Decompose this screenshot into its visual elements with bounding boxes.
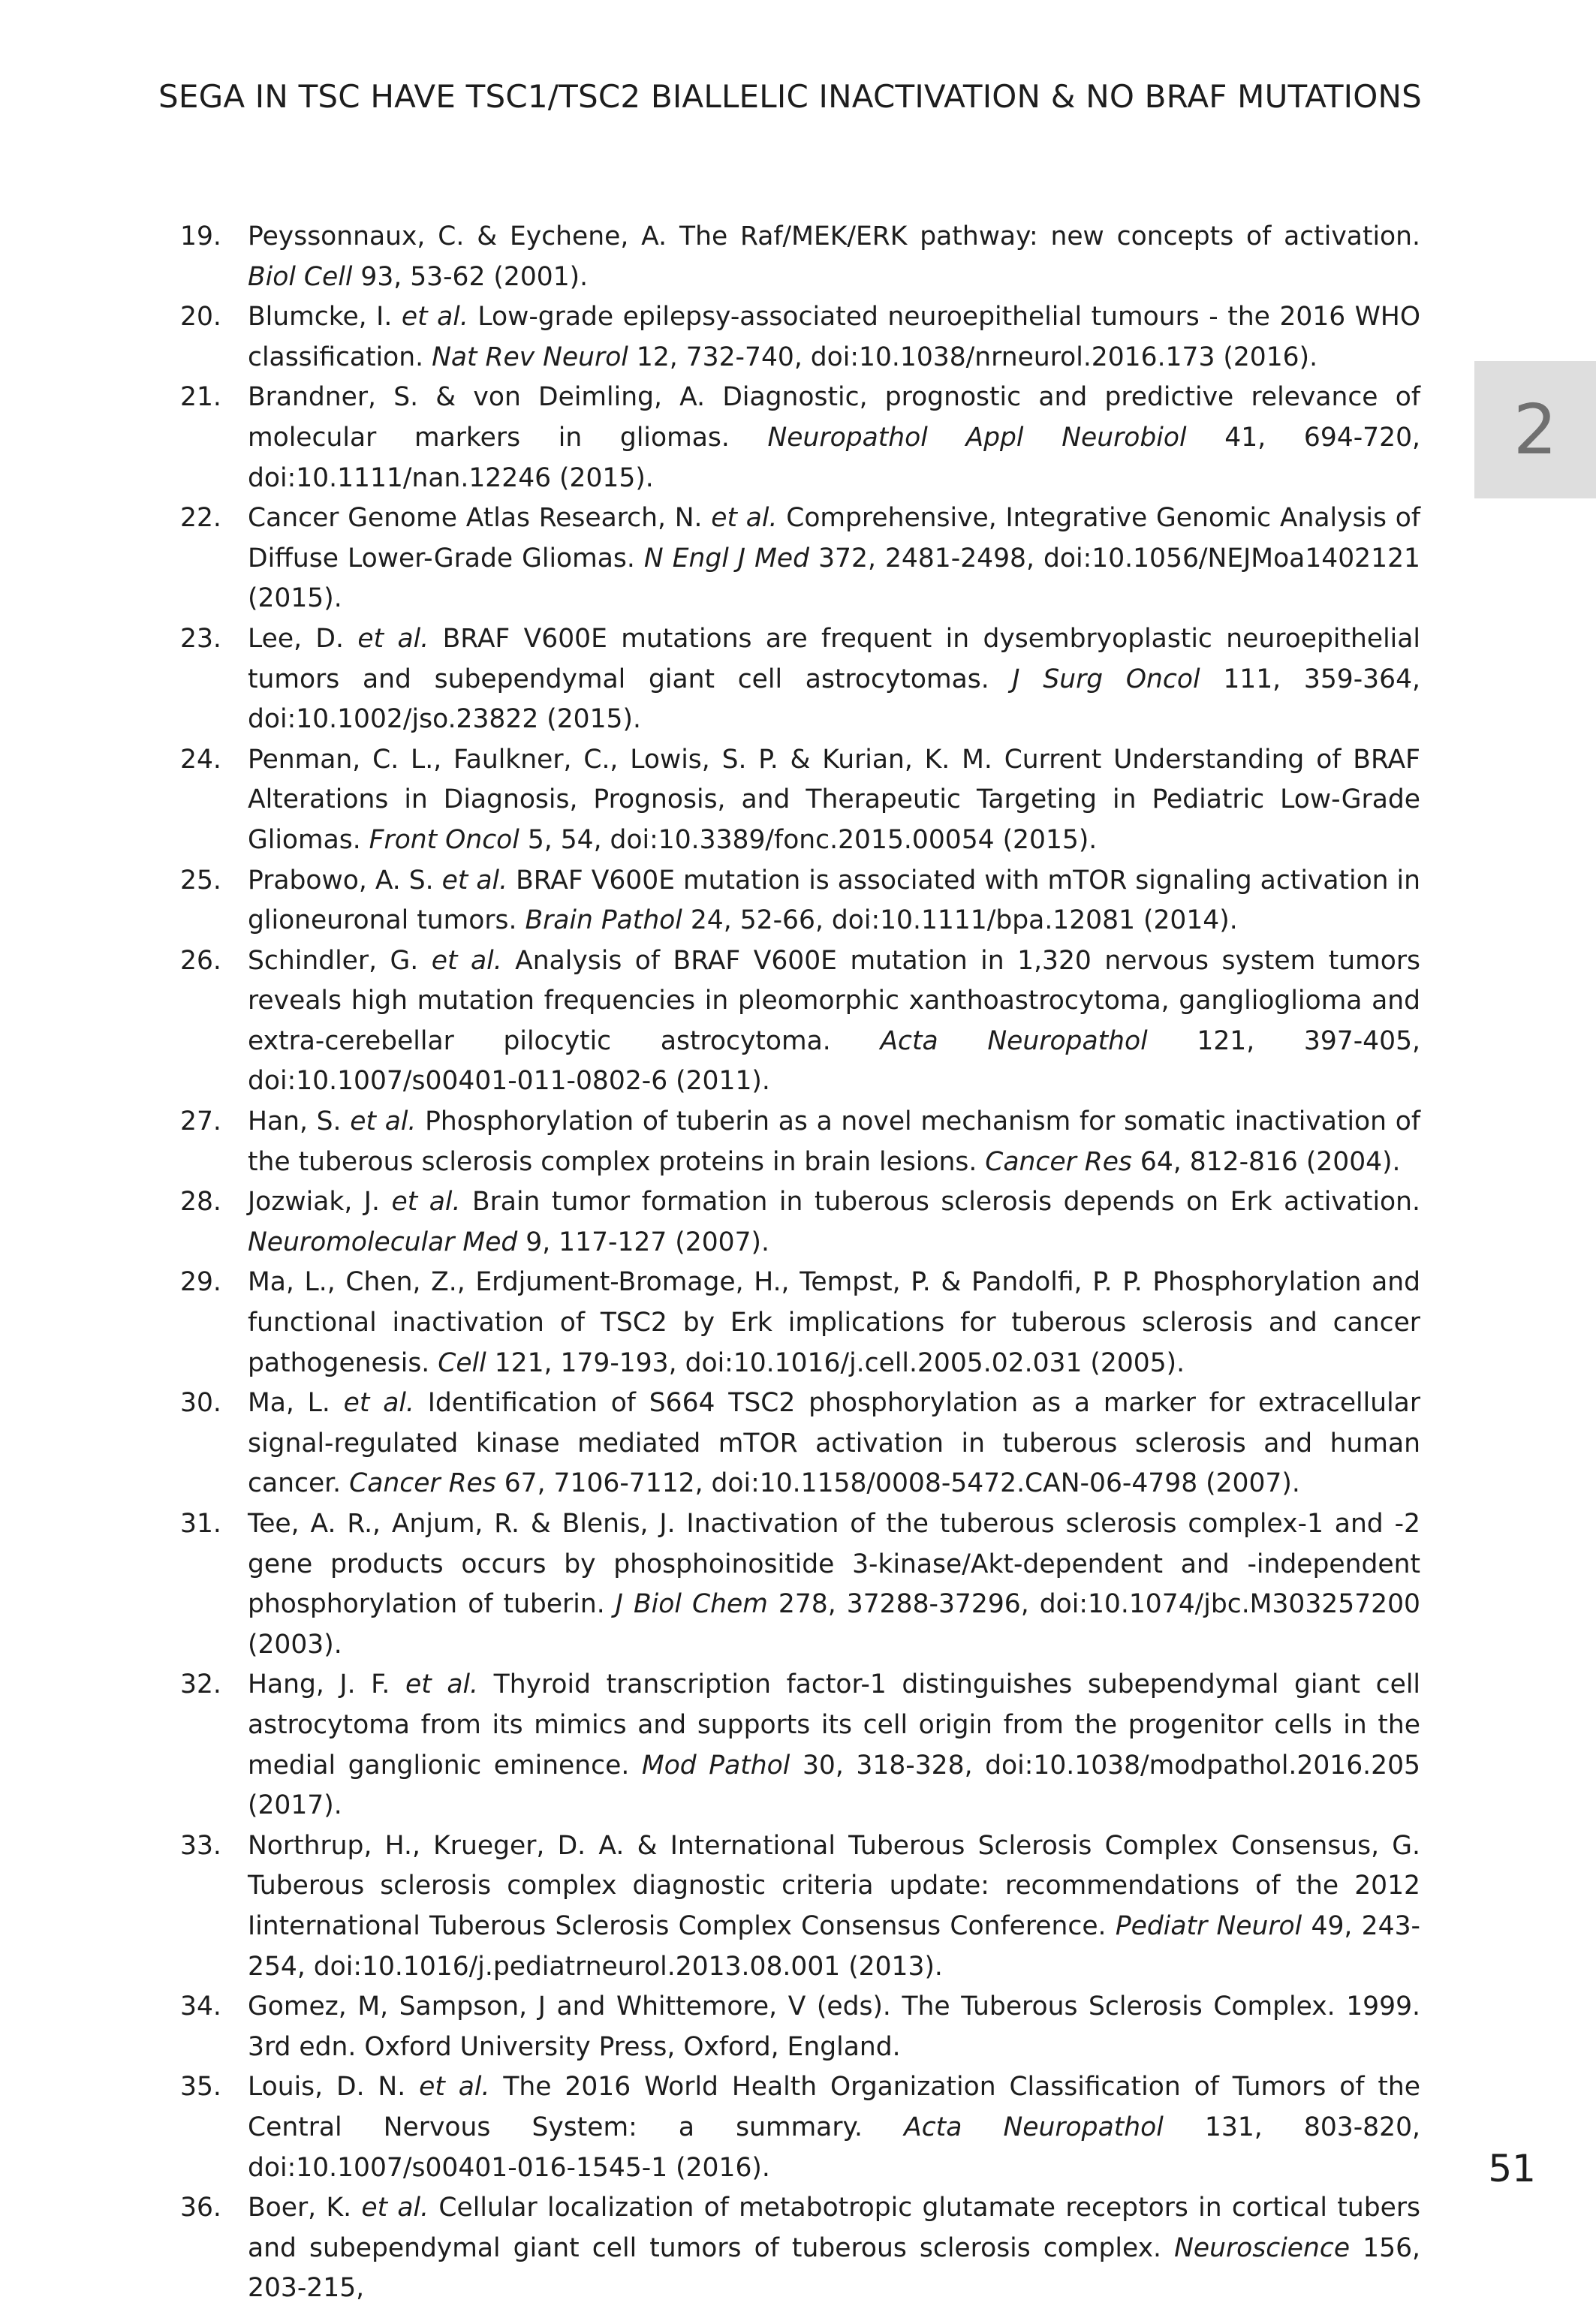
reference-authors: Louis, D. N. — [248, 2072, 420, 2103]
reference-number: 24. — [180, 744, 221, 775]
chapter-number: 2 — [1513, 390, 1558, 470]
reference-authors: Cancer Genome Atlas Research, N. — [248, 503, 712, 534]
reference-title: Identification of S664 TSC2 phosphorylation as a marker for extracellular signal-regulated kinase mediated mTOR activation in tuberous sclerosis and human cancer. — [248, 1388, 1420, 1499]
reference-journal: Brain Pathol — [525, 905, 682, 936]
reference-journal: Cell — [438, 1347, 486, 1378]
reference-journal: Nat Rev Neurol — [432, 342, 628, 372]
reference-item — [180, 1263, 1420, 1383]
reference-et-al: et al. — [441, 865, 508, 896]
reference-title: Thyroid transcription factor-1 distinguishes subependymal giant cell astrocytoma from its mimics and supports its cell origin from the progenitor cells in the medial ganglionic eminence. — [248, 1669, 1421, 1781]
reference-title: Low-grade epilepsy-associated neuroepithelial tumours - the 2016 WHO classification. — [248, 302, 1420, 372]
reference-details: 30, 318-328, doi:10.1038/modpathol.2016.205 (2017). — [248, 1750, 1420, 1821]
reference-journal: J Surg Oncol — [1012, 664, 1200, 694]
reference-item — [180, 1102, 1420, 1182]
reference-et-al: et al. — [711, 503, 778, 534]
reference-number: 22. — [180, 503, 221, 534]
reference-number: 35. — [180, 2072, 221, 2103]
reference-item — [180, 740, 1420, 861]
reference-number: 36. — [180, 2193, 221, 2223]
reference-list — [180, 217, 1420, 2309]
reference-number: 19. — [180, 221, 221, 251]
reference-et-al: et al. — [357, 623, 429, 654]
reference-details: 49, 243-254, doi:10.1016/j.pediatrneurol.2013.08.001 (2013). — [248, 1910, 1420, 1982]
reference-et-al: et al. — [401, 302, 468, 333]
reference-details: 121, 179-193, doi:10.1016/j.cell.2005.02.031 (2005). — [486, 1347, 1185, 1378]
reference-details: 131, 803-820, doi:10.1007/s00401-016-1545-1 (2016). — [248, 2112, 1420, 2183]
reference-et-al: et al. — [361, 2193, 429, 2223]
reference-number: 25. — [180, 865, 221, 896]
reference-item — [180, 1383, 1420, 1504]
reference-details: 372, 2481-2498, doi:10.1056/NEJMoa1402121 (2015). — [248, 543, 1420, 614]
reference-title: Cellular localization of metabotropic glutamate receptors in cortical tubers and subependymal giant cell tumors of tuberous sclerosis complex. — [248, 2193, 1420, 2263]
reference-journal: Biol Cell — [248, 261, 353, 292]
reference-number: 27. — [180, 1106, 221, 1137]
reference-authors: Northrup, H., Krueger, D. A. & International Tuberous Sclerosis Complex Consensus, G. — [248, 1830, 1420, 1861]
reference-details: 5, 54, doi:10.3389/fonc.2015.00054 (2015). — [519, 824, 1098, 855]
reference-journal: Neuromolecular Med — [248, 1227, 518, 1257]
reference-item — [180, 1504, 1420, 1665]
reference-item — [180, 378, 1420, 498]
reference-authors: Han, S. — [248, 1106, 351, 1137]
reference-details: 12, 732-740, doi:10.1038/nrneurol.2016.173 (2016). — [628, 342, 1318, 372]
reference-title: Brain tumor formation in tuberous sclerosis depends on Erk activation. — [460, 1187, 1420, 1218]
reference-number: 29. — [180, 1267, 221, 1298]
reference-authors: Penman, C. L., Faulkner, C., Lowis, S. P. & Kurian, K. M. — [248, 744, 992, 775]
reference-number: 31. — [180, 1509, 221, 1539]
reference-number: 20. — [180, 302, 221, 333]
reference-number: 34. — [180, 1991, 221, 2022]
reference-item — [180, 1665, 1420, 1826]
reference-title: The 2016 World Health Organization Classification of Tumors of the Central Nervous System: a summary. — [248, 2072, 1420, 2142]
reference-authors: Lee, D. — [248, 623, 358, 654]
reference-item — [180, 1826, 1420, 1987]
reference-item — [180, 2067, 1420, 2188]
reference-authors: Jozwiak, J. — [248, 1187, 392, 1218]
reference-authors: Boer, K. — [248, 2193, 362, 2223]
reference-number: 33. — [180, 1830, 221, 1861]
page-number: 51 — [1488, 2147, 1536, 2190]
reference-item — [180, 498, 1420, 619]
running-header: SEGA IN TSC HAVE TSC1/TSC2 BIALLELIC INACTIVATION & NO BRAF MUTATIONS — [158, 78, 1422, 115]
reference-authors: Prabowo, A. S. — [248, 865, 442, 896]
reference-title: BRAF V600E mutations are frequent in dysembryoplastic neuroepithelial tumors and subependymal giant cell astrocytomas. — [248, 623, 1420, 694]
reference-title: The Tuberous Sclerosis Complex. 1999. 3rd edn. Oxford University Press, Oxford, England. — [248, 1991, 1420, 2062]
reference-title: The Raf/MEK/ERK pathway: new concepts of activation. — [667, 221, 1420, 251]
reference-number: 30. — [180, 1388, 221, 1419]
reference-journal: Pediatr Neurol — [1115, 1910, 1302, 1941]
reference-details: 93, 53-62 (2001). — [352, 261, 589, 292]
reference-title: BRAF V600E mutation is associated with mTOR signaling activation in glioneuronal tumors. — [248, 865, 1420, 936]
reference-authors: Hang, J. F. — [248, 1669, 405, 1700]
reference-item — [180, 941, 1420, 1102]
reference-authors: Ma, L. — [248, 1388, 344, 1419]
reference-details: 67, 7106-7112, doi:10.1158/0008-5472.CAN-06-4798 (2007). — [495, 1468, 1300, 1499]
reference-authors: Tee, A. R., Anjum, R. & Blenis, J. — [248, 1509, 676, 1539]
reference-item — [180, 619, 1420, 740]
reference-title: Inactivation of the tuberous sclerosis complex-1 and -2 gene products occurs by phosphoinositide 3-kinase/Akt-dependent and -independent phosphorylation of tuberin. — [248, 1509, 1420, 1620]
reference-et-al: et al. — [391, 1187, 461, 1218]
reference-journal: Cancer Res — [349, 1468, 496, 1499]
reference-et-al: et al. — [419, 2072, 490, 2103]
reference-authors: Brandner, S. & von Deimling, A. — [248, 382, 706, 413]
reference-title: Tuberous sclerosis complex diagnostic criteria update: recommendations of the 2012 Iinternational Tuberous Sclerosis Complex Consensus Conference. — [248, 1871, 1420, 1941]
reference-item — [180, 2188, 1420, 2309]
reference-number: 21. — [180, 382, 221, 413]
reference-details: 24, 52-66, doi:10.1111/bpa.12081 (2014). — [682, 905, 1238, 936]
reference-et-al: et al. — [405, 1669, 479, 1700]
reference-et-al: et al. — [350, 1106, 417, 1137]
reference-details: 156, 203-215, — [248, 2232, 1420, 2304]
reference-title: Phosphorylation and functional inactivation of TSC2 by Erk implications for tuberous sclerosis and cancer pathogenesis. — [248, 1267, 1421, 1378]
reference-et-al: et al. — [343, 1388, 414, 1419]
reference-item — [180, 1182, 1420, 1263]
reference-journal: Neuroscience — [1174, 2232, 1351, 2263]
reference-journal: Mod Pathol — [641, 1750, 790, 1781]
reference-title: Diagnostic, prognostic and predictive relevance of molecular markers in gliomas. — [248, 382, 1420, 453]
reference-journal: J Biol Chem — [615, 1589, 768, 1620]
reference-authors: Schindler, G. — [248, 945, 432, 976]
chapter-tab — [1474, 361, 1596, 498]
reference-et-al: et al. — [431, 945, 502, 976]
reference-journal: Front Oncol — [369, 824, 519, 855]
reference-authors: Blumcke, I. — [248, 302, 402, 333]
reference-journal: Acta Neuropathol — [880, 1025, 1148, 1056]
reference-details: 111, 359-364, doi:10.1002/jso.23822 (2015). — [248, 664, 1420, 735]
reference-details: 64, 812-816 (2004). — [1131, 1146, 1401, 1177]
reference-number: 28. — [180, 1187, 221, 1218]
reference-authors: Ma, L., Chen, Z., Erdjument-Bromage, H., Tempst, P. & Pandolfi, P. P. — [248, 1267, 1143, 1298]
reference-journal: Cancer Res — [985, 1146, 1132, 1177]
reference-journal: Neuropathol Appl Neurobiol — [767, 422, 1187, 453]
reference-details: 278, 37288-37296, doi:10.1074/jbc.M303257200 (2003). — [248, 1589, 1420, 1660]
reference-number: 26. — [180, 945, 221, 976]
reference-item — [180, 297, 1420, 378]
reference-title: Phosphorylation of tuberin as a novel mechanism for somatic inactivation of the tuberous sclerosis complex proteins in brain lesions. — [248, 1106, 1420, 1177]
reference-item — [180, 1987, 1420, 2067]
reference-details: 41, 694-720, doi:10.1111/nan.12246 (2015). — [248, 422, 1420, 493]
reference-number: 32. — [180, 1669, 221, 1700]
reference-title: Comprehensive, Integrative Genomic Analysis of Diffuse Lower-Grade Gliomas. — [248, 503, 1421, 573]
reference-details: 9, 117-127 (2007). — [517, 1227, 769, 1257]
reference-title: Current Understanding of BRAF Alterations in Diagnosis, Prognosis, and Therapeutic Targeting in Pediatric Low-Grade Gliomas. — [248, 744, 1420, 855]
reference-number: 23. — [180, 623, 221, 654]
reference-journal: N Engl J Med — [643, 543, 810, 573]
reference-authors: Gomez, M, Sampson, J and Whittemore, V (eds). — [248, 1991, 891, 2022]
reference-details: 121, 397-405, doi:10.1007/s00401-011-0802-6 (2011). — [248, 1025, 1420, 1097]
reference-item — [180, 217, 1420, 297]
reference-title: Analysis of BRAF V600E mutation in 1,320 nervous system tumors reveals high mutation frequencies in pleomorphic xanthoastrocytoma, ganglioglioma and extra-cerebellar pilocytic astrocytoma. — [248, 945, 1420, 1056]
reference-journal: Acta Neuropathol — [904, 2112, 1164, 2142]
reference-item — [180, 861, 1420, 941]
reference-authors: Peyssonnaux, C. & Eychene, A. — [248, 221, 667, 251]
